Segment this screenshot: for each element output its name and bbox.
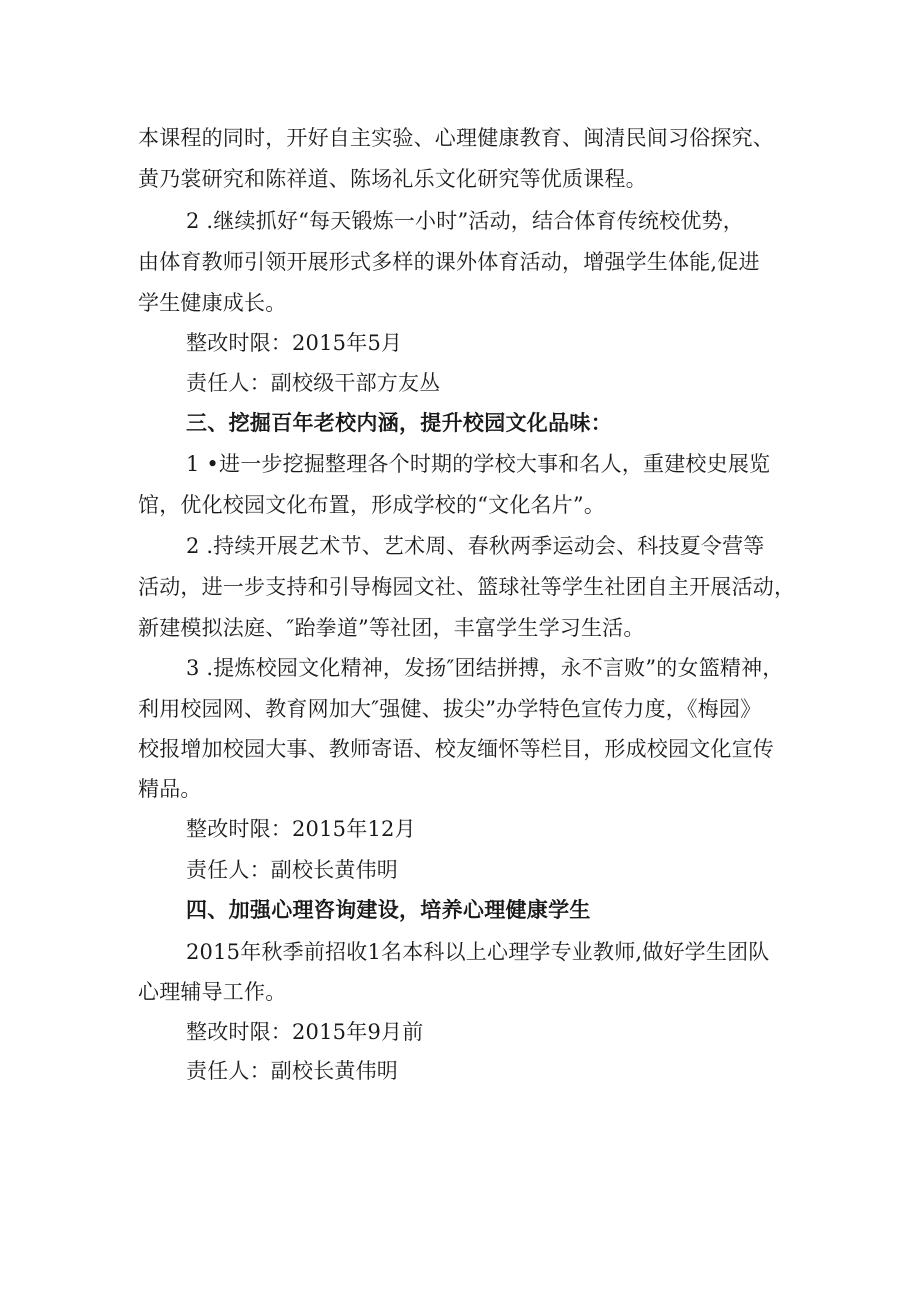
list-item-line: 1 •进一步挖掘整理各个时期的学校大事和名人，重建校史展览: [186, 452, 771, 476]
body-text-line: 馆，优化校园文化布置，形成学校的“文化名片”。: [138, 493, 606, 517]
body-text-line: 校报增加校园大事、教师寄语、校友缅怀等栏目，形成校园文化宣传: [138, 737, 774, 761]
list-item-line: 2 .继续抓好“每天锻炼一小时”活动，结合体育传统校优势，: [186, 209, 744, 233]
responsible-person-line: 责任人：副校级干部方友丛: [186, 371, 441, 395]
body-text-line: 2015年秋季前招收1名本科以上心理学专业教师,做好学生团队: [186, 940, 770, 964]
body-text-line: 本课程的同时，开好自主实验、心理健康教育、闽清民间习俗探究、: [138, 126, 774, 150]
section-heading: 三、挖掘百年老校内涵，提升校园文化品味：: [186, 411, 612, 435]
body-text-line: 新建模拟法庭、″跆拳道”等社团，丰富学生学习生活。: [138, 616, 645, 640]
body-text-line: 心理辅导工作。: [138, 980, 287, 1004]
body-text-line: 活动，进一步支持和引导梅园文社、篮球社等学生社团自主开展活动，: [138, 575, 796, 599]
responsible-person-line: 责任人：副校长黄伟明: [186, 1059, 398, 1083]
body-text-line: 黄乃裳研究和陈祥道、陈场礼乐文化研究等优质课程。: [138, 167, 647, 191]
list-item-line: 2 .持续开展艺术节、艺术周、春秋两季运动会、科技夏令营等: [186, 534, 765, 558]
deadline-line: 整改时限：2015年9月前: [186, 1020, 424, 1044]
body-text-line: 由体育教师引领开展形式多样的课外体育活动，增强学生体能,促进: [138, 250, 760, 274]
body-text-line: 精品。: [138, 777, 202, 801]
deadline-line: 整改时限：2015年5月: [186, 331, 403, 355]
deadline-line: 整改时限：2015年12月: [186, 817, 416, 841]
responsible-person-line: 责任人：副校长黄伟明: [186, 858, 398, 882]
list-item-line: 3 .提炼校园文化精神，发扬″团结拼搏，永不言败”的女篮精神，: [186, 656, 784, 680]
section-heading: 四、加强心理咨询建设，培养心理健康学生: [186, 898, 591, 922]
body-text-line: 利用校园网、教育网加大″强健、拔尖”办学特色宣传力度，《梅园》: [138, 697, 762, 721]
body-text-line: 学生健康成长。: [138, 291, 287, 315]
